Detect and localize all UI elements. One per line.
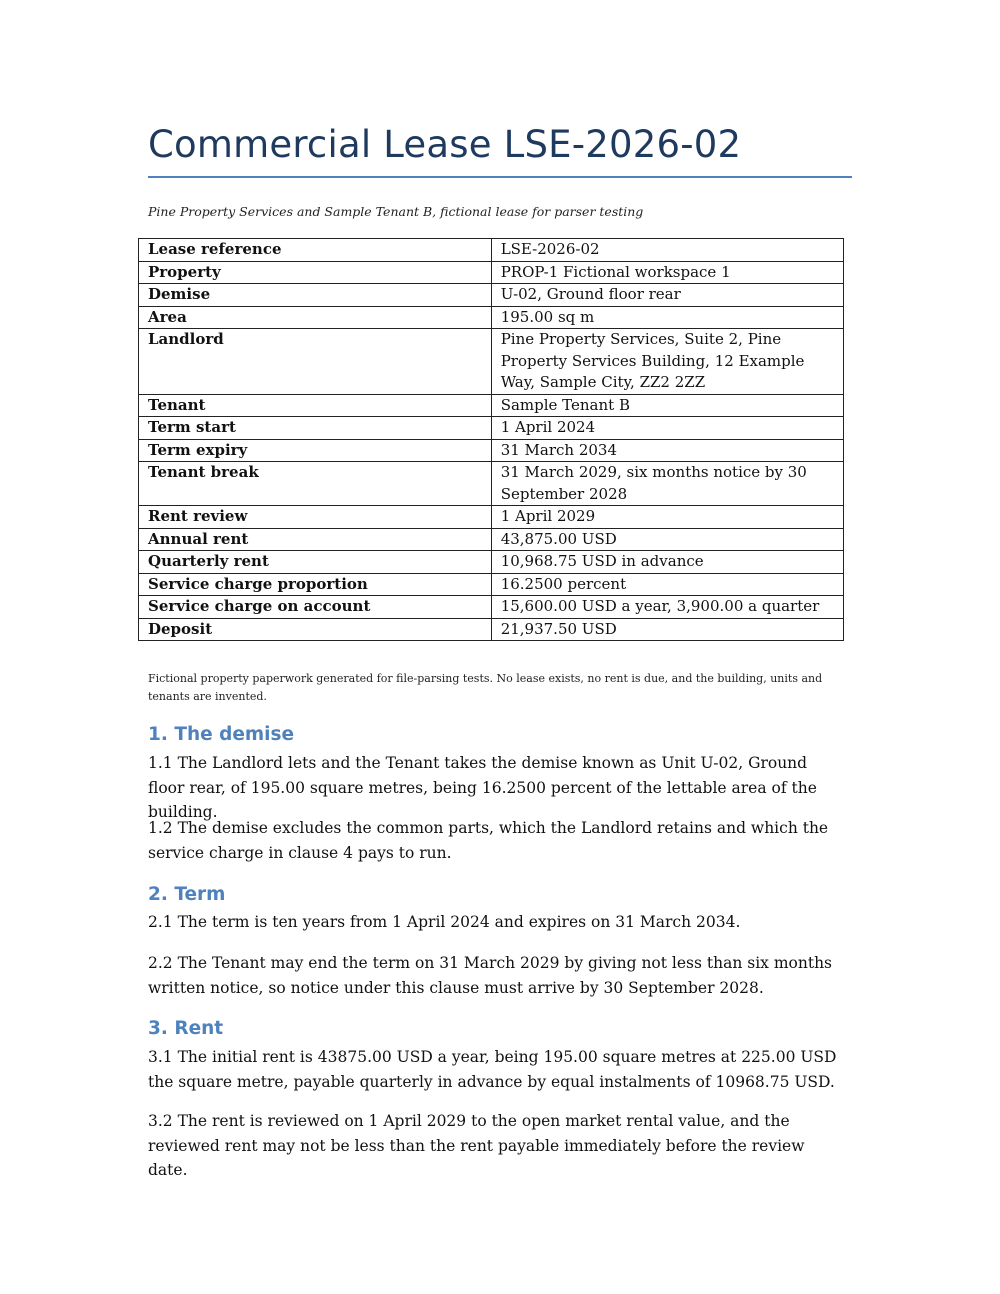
clause-paragraph: 1.2 The demise excludes the common parts, which the Landlord retains and which the service charge in clause 4 pays to run. (148, 819, 829, 862)
row-value: LSE-2026-02 (491, 239, 843, 262)
row-label: Lease reference (139, 239, 492, 262)
row-label: Deposit (139, 618, 492, 641)
disclaimer-note: Fictional property paperwork generated for file-parsing tests. No lease exists, no rent is due, and the building, units and tenants are invented. (148, 672, 823, 703)
clause-heading-term: 2. Term (148, 884, 226, 905)
row-label: Property (139, 261, 492, 284)
row-value: 31 March 2029, six months notice by 30 September 2028 (491, 462, 843, 506)
row-value: PROP-1 Fictional workspace 1 (491, 261, 843, 284)
clause-paragraph: 1.1 The Landlord lets and the Tenant takes the demise known as Unit U-02, Ground floor rear, of 195.00 square metres, being 16.2500 percent of the lettable area of the building. (148, 754, 817, 821)
table-row (139, 573, 844, 596)
row-value: 195.00 sq m (491, 306, 843, 329)
row-value: Sample Tenant B (491, 394, 843, 417)
row-value: U-02, Ground floor rear (491, 284, 843, 307)
table-row (139, 261, 844, 284)
table-row (139, 618, 844, 641)
table-row (139, 417, 844, 440)
clause-heading-rent: 3. Rent (148, 1018, 224, 1039)
row-value: 15,600.00 USD a year, 3,900.00 a quarter (491, 596, 843, 619)
table-row (139, 239, 844, 262)
row-value: 21,937.50 USD (491, 618, 843, 641)
lease-summary-table (138, 238, 844, 641)
clause-paragraph: 3.2 The rent is reviewed on 1 April 2029 to the open market rental value, and the reviewed rent may not be less than the rent payable immediately before the review date. (148, 1112, 805, 1179)
row-value: 10,968.75 USD in advance (491, 551, 843, 574)
row-value: 1 April 2029 (491, 506, 843, 529)
table-row (139, 394, 844, 417)
row-label: Demise (139, 284, 492, 307)
row-label: Tenant break (139, 462, 492, 506)
row-label: Tenant (139, 394, 492, 417)
table-row (139, 439, 844, 462)
row-label: Term expiry (139, 439, 492, 462)
table-row (139, 551, 844, 574)
row-label: Service charge on account (139, 596, 492, 619)
table-row (139, 596, 844, 619)
table-row (139, 306, 844, 329)
row-label: Service charge proportion (139, 573, 492, 596)
clause-paragraph: 2.2 The Tenant may end the term on 31 March 2029 by giving not less than six months written notice, so notice under this clause must arrive by 30 September 2028. (148, 954, 833, 997)
row-value: 31 March 2034 (491, 439, 843, 462)
row-value: 16.2500 percent (491, 573, 843, 596)
table-row (139, 528, 844, 551)
clause-paragraph: 3.1 The initial rent is 43875.00 USD a year, being 195.00 square metres at 225.00 USD the square metre, payable quarterly in advance by equal instalments of 10968.75 USD. (148, 1048, 837, 1091)
table-row (139, 329, 844, 395)
table-row (139, 284, 844, 307)
row-label: Annual rent (139, 528, 492, 551)
document-title: Commercial Lease LSE-2026-02 (148, 123, 742, 166)
clause-paragraph: 2.1 The term is ten years from 1 April 2024 and expires on 31 March 2034. (148, 913, 741, 931)
row-label: Area (139, 306, 492, 329)
row-label: Quarterly rent (139, 551, 492, 574)
table-row (139, 506, 844, 529)
row-label: Term start (139, 417, 492, 440)
row-label: Rent review (139, 506, 492, 529)
row-value: 1 April 2024 (491, 417, 843, 440)
row-label: Landlord (139, 329, 492, 395)
row-value: Pine Property Services, Suite 2, Pine Property Services Building, 12 Example Way, Sample City, ZZ2 2ZZ (491, 329, 843, 395)
row-value: 43,875.00 USD (491, 528, 843, 551)
clause-heading-demise: 1. The demise (148, 724, 295, 745)
table-row (139, 462, 844, 506)
title-underline (148, 176, 852, 178)
document-subtitle: Pine Property Services and Sample Tenant B, fictional lease for parser testing (148, 204, 644, 219)
